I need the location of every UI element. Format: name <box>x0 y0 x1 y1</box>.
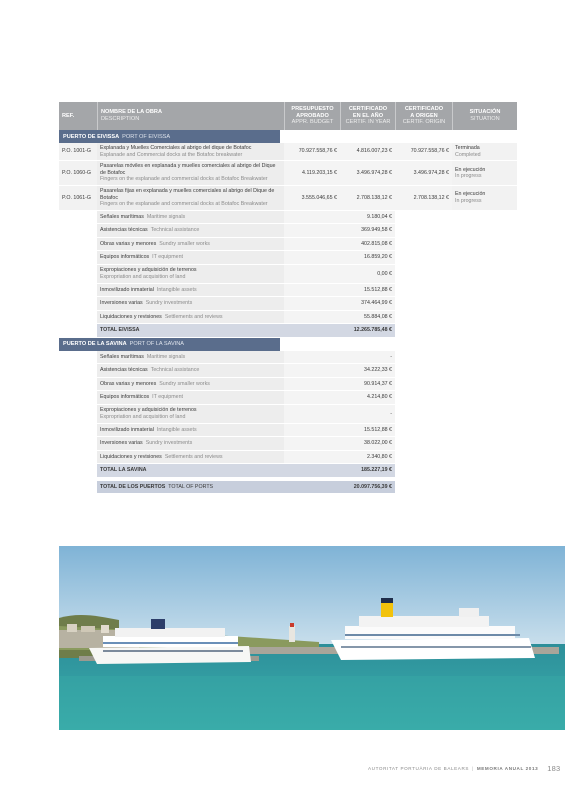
project-status <box>452 143 517 160</box>
section-title-bar <box>59 130 280 143</box>
origin-empty <box>395 324 452 337</box>
cert-year-value: 4.214,80 € <box>340 391 395 404</box>
list-item <box>59 424 517 438</box>
item-description <box>97 391 284 404</box>
status-empty <box>452 451 517 464</box>
row-ref-empty <box>59 464 97 477</box>
row-ref-empty <box>59 451 97 464</box>
origin-empty <box>395 451 452 464</box>
cert-year-value: 369.949,58 € <box>340 224 395 237</box>
origin-empty <box>395 284 452 297</box>
header-budget <box>284 102 340 130</box>
origin-empty <box>395 265 452 283</box>
item-description <box>97 238 284 251</box>
origin-empty <box>395 391 452 404</box>
table-body <box>59 130 517 494</box>
item-label-es: Señales marítimas <box>100 213 144 220</box>
project-status <box>452 186 517 210</box>
origin-empty <box>395 251 452 264</box>
table-row <box>59 143 517 161</box>
budget-empty <box>284 451 340 464</box>
section-total-row <box>59 324 517 338</box>
row-ref-empty <box>59 211 97 224</box>
project-desc-en: Fingers on the esplanade and commercial docks at Botafoc Breakwater <box>100 176 268 183</box>
item-label-en: Sundry smaller works <box>159 380 210 387</box>
item-description <box>97 265 284 283</box>
section-total-label: TOTAL EIVISSA <box>97 324 284 337</box>
item-description <box>97 437 284 450</box>
investment-table <box>59 102 517 494</box>
status-empty <box>452 378 517 391</box>
budget-empty <box>284 424 340 437</box>
header-orig-l1: CERTIFICADO <box>404 105 444 112</box>
status-empty <box>452 284 517 297</box>
project-desc-en: Fingers on the esplanade and commercial docks at Botafoc Breakwater <box>100 201 268 208</box>
origin-empty <box>395 437 452 450</box>
row-ref-empty <box>59 297 97 310</box>
budget-empty <box>284 391 340 404</box>
cert-year-value: 2.708.138,12 € <box>340 186 395 210</box>
page-footer <box>368 764 560 773</box>
row-ref-empty <box>59 311 97 324</box>
row-ref-empty <box>59 284 97 297</box>
item-label-en: Settlements and reviews <box>164 453 223 460</box>
budget-empty <box>284 284 340 297</box>
status-en: Completed <box>455 151 481 158</box>
row-ref-empty <box>59 481 97 493</box>
cert-year-value: 3.496.974,28 € <box>340 161 395 185</box>
budget-empty <box>284 251 340 264</box>
item-label-es: Liquidaciones y revisiones <box>100 453 162 460</box>
budget-empty <box>284 364 340 377</box>
item-label-en: Technical assistance <box>150 367 200 374</box>
cert-year-value: - <box>340 405 395 423</box>
item-label-en: IT equipment <box>152 394 183 401</box>
status-empty <box>452 437 517 450</box>
item-description <box>97 405 284 423</box>
origin-empty <box>395 238 452 251</box>
section-total-value: 185.227,19 € <box>340 464 395 477</box>
row-ref-empty <box>59 405 97 423</box>
grand-total-label-es: TOTAL DE LOS PUERTOS <box>100 483 166 490</box>
section-title: PUERTO DE LA SAVINA <box>63 341 127 348</box>
list-item <box>59 351 517 365</box>
cert-year-value: - <box>340 351 395 364</box>
status-empty <box>452 211 517 224</box>
item-label-es: Señales marítimas <box>100 353 144 360</box>
origin-empty <box>395 464 452 477</box>
header-year-l2: EN EL AÑO <box>352 112 384 119</box>
item-label-es: Obras varias y menores <box>100 240 157 247</box>
budget-empty <box>284 297 340 310</box>
cert-year-value: 0,00 € <box>340 265 395 283</box>
item-label-es: Inversiones varias <box>100 300 143 307</box>
list-item <box>59 311 517 325</box>
cert-year-value: 9.180,04 € <box>340 211 395 224</box>
list-item <box>59 437 517 451</box>
header-budget-l2: APROBADO <box>296 112 329 119</box>
footer-org: AUTORITAT PORTUÀRIA DE BALEARS <box>368 766 470 771</box>
cert-year-value: 38.022,00 € <box>340 437 395 450</box>
row-ref-empty <box>59 265 97 283</box>
cert-origin-value: 3.496.974,28 € <box>395 161 452 185</box>
item-label-en: Expropriation and acquisition of land <box>100 413 186 420</box>
section-header <box>59 130 517 143</box>
budget-empty <box>284 351 340 364</box>
status-es: En ejecución <box>455 191 486 198</box>
header-ref-label: REF. <box>62 112 75 119</box>
origin-empty <box>395 224 452 237</box>
grand-budget-empty <box>284 481 340 493</box>
status-en: In progress <box>455 173 482 180</box>
item-description <box>97 297 284 310</box>
list-item <box>59 391 517 405</box>
row-ref-empty <box>59 351 97 364</box>
item-description <box>97 451 284 464</box>
status-empty <box>452 311 517 324</box>
budget-empty <box>284 265 340 283</box>
cert-year-value: 15.512,88 € <box>340 424 395 437</box>
status-empty <box>452 364 517 377</box>
cert-year-value: 15.512,88 € <box>340 284 395 297</box>
project-description <box>97 186 284 210</box>
item-label-es: Expropiaciones y adquisición de terrenos <box>100 267 197 274</box>
origin-empty <box>395 297 452 310</box>
status-empty <box>452 481 517 493</box>
header-orig-l2: A ORIGEN <box>410 112 438 119</box>
section-title: PUERTO DE EIVISSA <box>63 133 120 140</box>
item-label-en: Settlements and reviews <box>164 313 223 320</box>
header-cert-origin <box>395 102 452 130</box>
list-item <box>59 451 517 465</box>
status-empty <box>452 391 517 404</box>
item-description <box>97 378 284 391</box>
list-item <box>59 265 517 284</box>
budget-empty <box>284 238 340 251</box>
cert-year-value: 374.464,99 € <box>340 297 395 310</box>
status-empty <box>452 351 517 364</box>
table-row <box>59 161 517 186</box>
project-desc-es: Pasarelas móviles en explanada y muelles comerciales al abrigo del Dique de Botafoc <box>100 163 276 176</box>
item-description <box>97 251 284 264</box>
budget-empty <box>284 211 340 224</box>
origin-empty <box>395 351 452 364</box>
budget-empty <box>284 378 340 391</box>
status-empty <box>452 251 517 264</box>
list-item <box>59 284 517 298</box>
section-total-value: 12.265.785,48 € <box>340 324 395 337</box>
item-description <box>97 424 284 437</box>
project-status <box>452 161 517 185</box>
header-year-l1: CERTIFICADO <box>348 105 388 112</box>
origin-empty <box>395 364 452 377</box>
header-orig-sub: CERTIF. ORIGIN <box>402 119 446 126</box>
item-label-es: Inmovilizado inmaterial <box>100 426 154 433</box>
row-ref-empty <box>59 437 97 450</box>
status-empty <box>452 424 517 437</box>
list-item <box>59 405 517 424</box>
item-label-es: Obras varias y menores <box>100 380 157 387</box>
item-label-es: Asistencias técnicas <box>100 227 148 234</box>
total-budget-empty <box>284 464 340 477</box>
cert-origin-value: 70.927.558,76 € <box>395 143 452 160</box>
header-situation <box>452 102 517 130</box>
budget-value: 4.119.203,15 € <box>284 161 340 185</box>
project-ref: P.O. 1001-G <box>59 143 97 160</box>
status-empty <box>452 297 517 310</box>
row-ref-empty <box>59 238 97 251</box>
header-description <box>97 102 284 130</box>
project-desc-en: Esplanade and Commercial docks at the Botafoc breakwater <box>100 151 243 158</box>
row-ref-empty <box>59 364 97 377</box>
list-item <box>59 297 517 311</box>
project-desc-es: Explanada y Muelles Comerciales al abrigo del dique de Botafoc <box>100 145 252 151</box>
section-header <box>59 338 517 351</box>
item-label-en: Intangible assets <box>156 286 197 293</box>
list-item <box>59 238 517 252</box>
status-empty <box>452 224 517 237</box>
budget-empty <box>284 224 340 237</box>
header-year-sub: CERTIF. IN YEAR <box>345 119 391 126</box>
header-sit-label: SITUACIÓN <box>469 109 501 116</box>
item-label-es: Expropiaciones y adquisición de terrenos <box>100 407 197 414</box>
status-empty <box>452 265 517 283</box>
header-budget-l1: PRESUPUESTO <box>291 105 334 112</box>
row-ref-empty <box>59 424 97 437</box>
row-ref-empty <box>59 224 97 237</box>
cert-year-value: 55.884,08 € <box>340 311 395 324</box>
row-ref-empty <box>59 391 97 404</box>
list-item <box>59 378 517 392</box>
header-budget-sub: APPR. BUDGET <box>291 119 334 126</box>
item-description <box>97 364 284 377</box>
section-total-label: TOTAL LA SAVINA <box>97 464 284 477</box>
list-item <box>59 364 517 378</box>
budget-value: 70.927.558,76 € <box>284 143 340 160</box>
project-description <box>97 143 284 160</box>
section-title-en: PORT OF EIVISSA <box>122 133 171 140</box>
status-es: Terminada <box>455 145 480 151</box>
project-description <box>97 161 284 185</box>
header-obra-sub: DESCRIPTION <box>101 116 140 122</box>
status-empty <box>452 464 517 477</box>
origin-empty <box>395 481 452 493</box>
status-empty <box>452 238 517 251</box>
grand-total-row <box>59 481 517 494</box>
item-label-en: Maritime signals <box>146 213 186 220</box>
item-label-es: Equipos informáticos <box>100 394 150 401</box>
header-ref <box>59 102 97 130</box>
origin-empty <box>395 378 452 391</box>
item-label-en: Expropriation and acquisition of land <box>100 273 186 280</box>
status-es: En ejecución <box>455 166 486 173</box>
page-number: 183 <box>547 764 561 773</box>
table-row <box>59 186 517 211</box>
cert-year-value: 4.816.007,23 € <box>340 143 395 160</box>
table-header <box>59 102 517 130</box>
item-label-es: Equipos informáticos <box>100 254 150 261</box>
list-item <box>59 251 517 265</box>
row-ref-empty <box>59 251 97 264</box>
item-label-en: Maritime signals <box>146 353 186 360</box>
footer-separator: | <box>472 766 474 771</box>
port-photo <box>59 546 565 730</box>
origin-empty <box>395 405 452 423</box>
item-label-es: Liquidaciones y revisiones <box>100 313 162 320</box>
item-label-es: Asistencias técnicas <box>100 367 148 374</box>
header-sit-sub: SITUATION <box>470 116 500 122</box>
section-total-row <box>59 464 517 478</box>
origin-empty <box>395 211 452 224</box>
project-ref: P.O. 1060-G <box>59 161 97 185</box>
list-item <box>59 211 517 225</box>
item-label-en: Sundry investments <box>145 440 193 447</box>
project-ref: P.O. 1061-G <box>59 186 97 210</box>
section-title-en: PORT OF LA SAVINA <box>129 341 185 348</box>
cert-year-value: 90.914,37 € <box>340 378 395 391</box>
item-description <box>97 211 284 224</box>
header-cert-year <box>340 102 395 130</box>
item-description <box>97 284 284 297</box>
row-ref-empty <box>59 378 97 391</box>
grand-total-label <box>97 481 284 493</box>
item-label-es: Inversiones varias <box>100 440 143 447</box>
item-label-en: Sundry smaller works <box>159 240 210 247</box>
item-description <box>97 224 284 237</box>
budget-empty <box>284 311 340 324</box>
item-label-es: Inmovilizado inmaterial <box>100 286 154 293</box>
grand-total-label-en: TOTAL OF PORTS <box>168 483 214 490</box>
status-empty <box>452 405 517 423</box>
origin-empty <box>395 424 452 437</box>
footer-report: MEMORIA ANUAL 2013 <box>476 766 539 771</box>
project-desc-es: Pasarelas fijas en explanada y muelles comerciales al abrigo del Dique de Botafoc <box>100 188 275 201</box>
item-description <box>97 311 284 324</box>
cert-year-value: 34.222,33 € <box>340 364 395 377</box>
cert-year-value: 402.815,08 € <box>340 238 395 251</box>
cruise-ships-illustration <box>59 546 565 730</box>
section-title-bar <box>59 338 280 351</box>
total-budget-empty <box>284 324 340 337</box>
grand-total-value: 20.097.756,39 € <box>340 481 395 493</box>
row-ref-empty <box>59 324 97 337</box>
status-en: In progress <box>455 197 482 204</box>
origin-empty <box>395 311 452 324</box>
cert-year-value: 2.340,80 € <box>340 451 395 464</box>
item-label-en: Sundry investments <box>145 300 193 307</box>
cert-origin-value: 2.708.138,12 € <box>395 186 452 210</box>
header-obra-label: NOMBRE DE LA OBRA <box>101 109 163 116</box>
item-label-en: Technical assistance <box>150 227 200 234</box>
budget-empty <box>284 437 340 450</box>
budget-value: 3.555.046,65 € <box>284 186 340 210</box>
list-item <box>59 224 517 238</box>
item-label-en: IT equipment <box>152 254 183 261</box>
item-description <box>97 351 284 364</box>
item-label-en: Intangible assets <box>156 426 197 433</box>
status-empty <box>452 324 517 337</box>
cert-year-value: 16.859,20 € <box>340 251 395 264</box>
budget-empty <box>284 405 340 423</box>
